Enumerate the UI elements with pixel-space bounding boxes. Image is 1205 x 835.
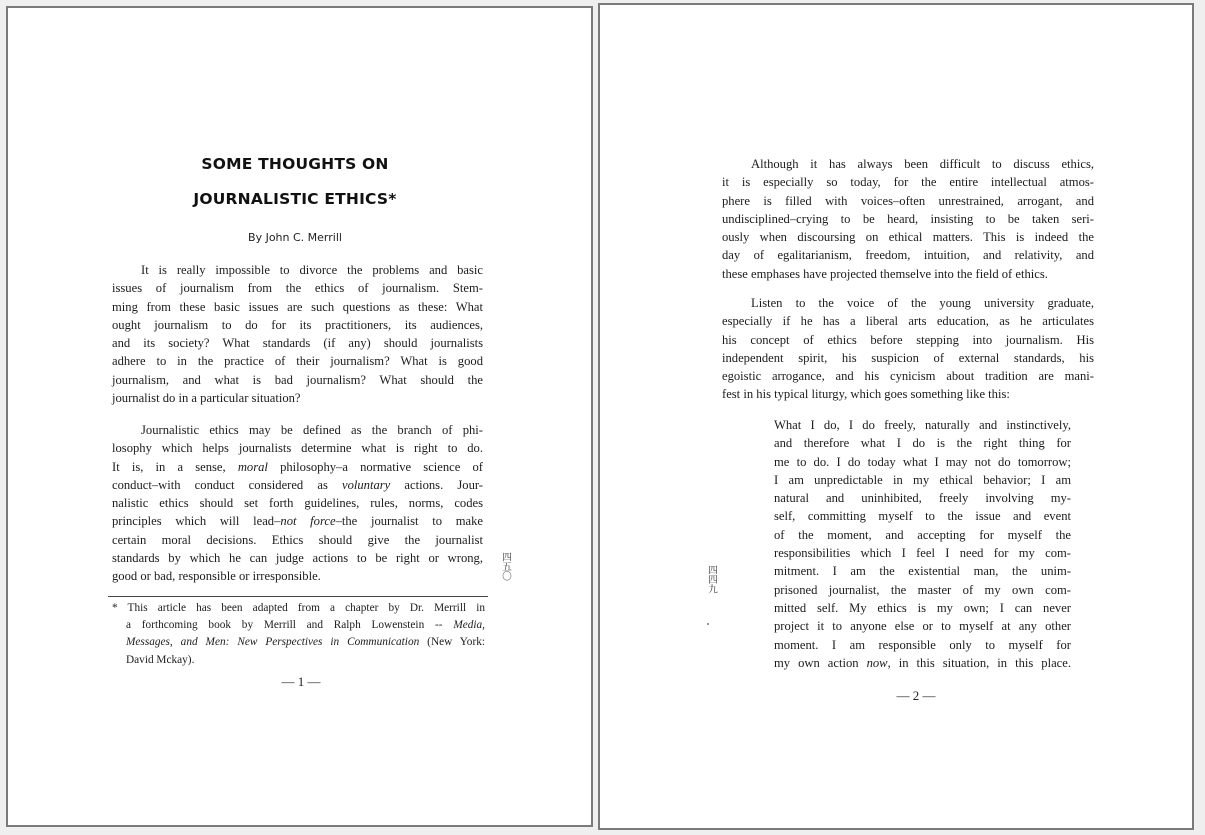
left-paragraph-2 xyxy=(112,421,483,586)
text-line xyxy=(112,512,483,530)
quote-line: natural and uninhibited, freely involving my- xyxy=(774,491,1071,506)
text-line: day of egalitarianism, freedom, intuition, and relativity, and xyxy=(722,248,1094,263)
text-run: actions. Jour- xyxy=(390,477,483,492)
text-line: It is really impossible to divorce the problems and basic xyxy=(141,263,483,277)
text-line: undisciplined–crying to be heard, insisting to be taken seri- xyxy=(722,211,1094,226)
text-line: adhere to in the practice of their journalism? What is good xyxy=(112,354,483,369)
text-run: , in this situation, in this place. xyxy=(887,655,1071,670)
quote-line: responsibilities which I feel I need for my com- xyxy=(774,546,1071,561)
text-line: phere is filled with voices–often unrestrained, arrogant, and xyxy=(722,193,1094,208)
text-line: ought journalism to do for its practitioners, its audiences, xyxy=(112,317,483,332)
italic-now: now xyxy=(866,655,888,670)
italic-book-title: Media, xyxy=(453,619,485,632)
quote-line: mitted self. My ethics is my own; I can never xyxy=(774,600,1071,615)
quote-line: and therefore what I do is the right thing for xyxy=(774,436,1071,451)
page-number-right: — 2 — xyxy=(896,688,936,703)
text-run: a forthcoming book by Merrill and Ralph Lowenstein -- xyxy=(126,619,454,632)
text-line: these emphases have projected themselve into the field of ethics. xyxy=(722,266,1048,281)
text-line: Journalistic ethics may be defined as the branch of phi- xyxy=(141,423,483,437)
text-line: Although it has always been difficult to discuss ethics, xyxy=(751,157,1094,171)
text-line: ously when discoursing on ethical matters. This is indeed the xyxy=(722,230,1094,245)
text-line: journalism, and what is bad journalism? What should the xyxy=(112,372,483,387)
text-line: standards by which he can judge actions to be right or wrong, xyxy=(112,551,483,566)
text-line: journalist do in a particular situation? xyxy=(112,391,301,406)
right-paragraph-1 xyxy=(722,155,1094,283)
italic-not-force: not force xyxy=(280,514,336,529)
text-line: and its society? What standards (if any) should journalists xyxy=(112,336,483,351)
footnote-line: David Mckay). xyxy=(126,653,195,666)
footnote-line: * This article has been adapted from a chapter by Dr. Merrill in xyxy=(112,602,485,614)
byline: By John C. Merrill xyxy=(248,231,342,244)
text-line: egoistic arrogance, and his cynicism about tradition are mani- xyxy=(722,369,1094,384)
text-line: losophy which helps journalists determine what is right to do. xyxy=(112,441,483,456)
quote-line: moment. I am responsible only to myself for xyxy=(774,637,1071,652)
side-page-marker-right: 四四九 xyxy=(706,565,717,594)
quote-line: I am unpredictable in my ethical behavior; I am xyxy=(774,472,1071,487)
text-run: It is, in a sense, xyxy=(112,459,238,474)
italic-voluntary: voluntary xyxy=(342,477,391,492)
block-quote xyxy=(774,416,1071,672)
text-run: (New York: xyxy=(419,636,486,649)
quote-line: mitment. I am the existential man, the unim- xyxy=(774,564,1071,579)
text-line: good or bad, responsible or irresponsible. xyxy=(112,569,321,584)
text-line: Listen to the voice of the young university graduate, xyxy=(751,296,1094,310)
text-line: independent spirit, his suspicion of external standards, his xyxy=(722,350,1094,365)
page-left xyxy=(6,6,593,827)
text-line: certain moral decisions. Ethics should give the journalist xyxy=(112,532,483,547)
left-paragraph-1 xyxy=(112,261,483,407)
text-run: principles which will lead– xyxy=(112,514,281,529)
text-line: nalistic ethics should set forth guidelines, rules, norms, codes xyxy=(112,496,483,511)
italic-moral: moral xyxy=(237,459,268,474)
quote-line: of the moment, and accepting for myself the xyxy=(774,527,1071,542)
quote-line: What I do, I do freely, naturally and instinctively, xyxy=(774,418,1071,432)
quote-line: prisoned journalist, the master of my own com- xyxy=(774,582,1071,597)
footnote-divider xyxy=(108,596,488,597)
footnote-line xyxy=(112,634,485,651)
text-line: issues of journalism from the ethics of journalism. Stem- xyxy=(112,281,483,296)
article-title-line-2: JOURNALISTIC ETHICS* xyxy=(193,190,397,208)
page-number-left: — 1 — xyxy=(281,674,321,689)
text-run: conduct–with conduct considered as xyxy=(112,477,342,492)
article-title-line-1: SOME THOUGHTS ON xyxy=(201,155,389,173)
text-line: it is especially so today, for the entire intellectual atmos- xyxy=(722,175,1094,190)
text-run: philosophy–a normative science of xyxy=(267,459,484,474)
text-line xyxy=(112,458,483,476)
text-run: my own action xyxy=(774,655,867,670)
text-line: especially if he has a liberal arts education, as he articulates xyxy=(722,314,1094,329)
quote-line: project it to anyone else or to myself at any other xyxy=(774,619,1071,634)
quote-line xyxy=(774,654,1071,672)
text-line: ming from these basic issues are such questions as these: What xyxy=(112,299,483,314)
text-run: –the journalist to make xyxy=(335,514,483,529)
right-paragraph-2 xyxy=(722,294,1094,404)
side-page-marker-left: 四五〇 xyxy=(500,552,511,581)
footnote xyxy=(112,600,485,669)
text-line: his concept of ethics before stepping into journalism. His xyxy=(722,332,1094,347)
text-line xyxy=(112,476,483,494)
footnote-line xyxy=(112,617,485,634)
italic-book-title: Messages, and Men: New Perspectives in Communication xyxy=(126,636,420,649)
text-line: fest in his typical liturgy, which goes something like this: xyxy=(722,387,1010,402)
quote-line: me to do. I do today what I may not do tomorrow; xyxy=(774,454,1071,469)
scan-speck xyxy=(707,623,709,625)
quote-line: self, committing myself to the issue and event xyxy=(774,509,1071,524)
